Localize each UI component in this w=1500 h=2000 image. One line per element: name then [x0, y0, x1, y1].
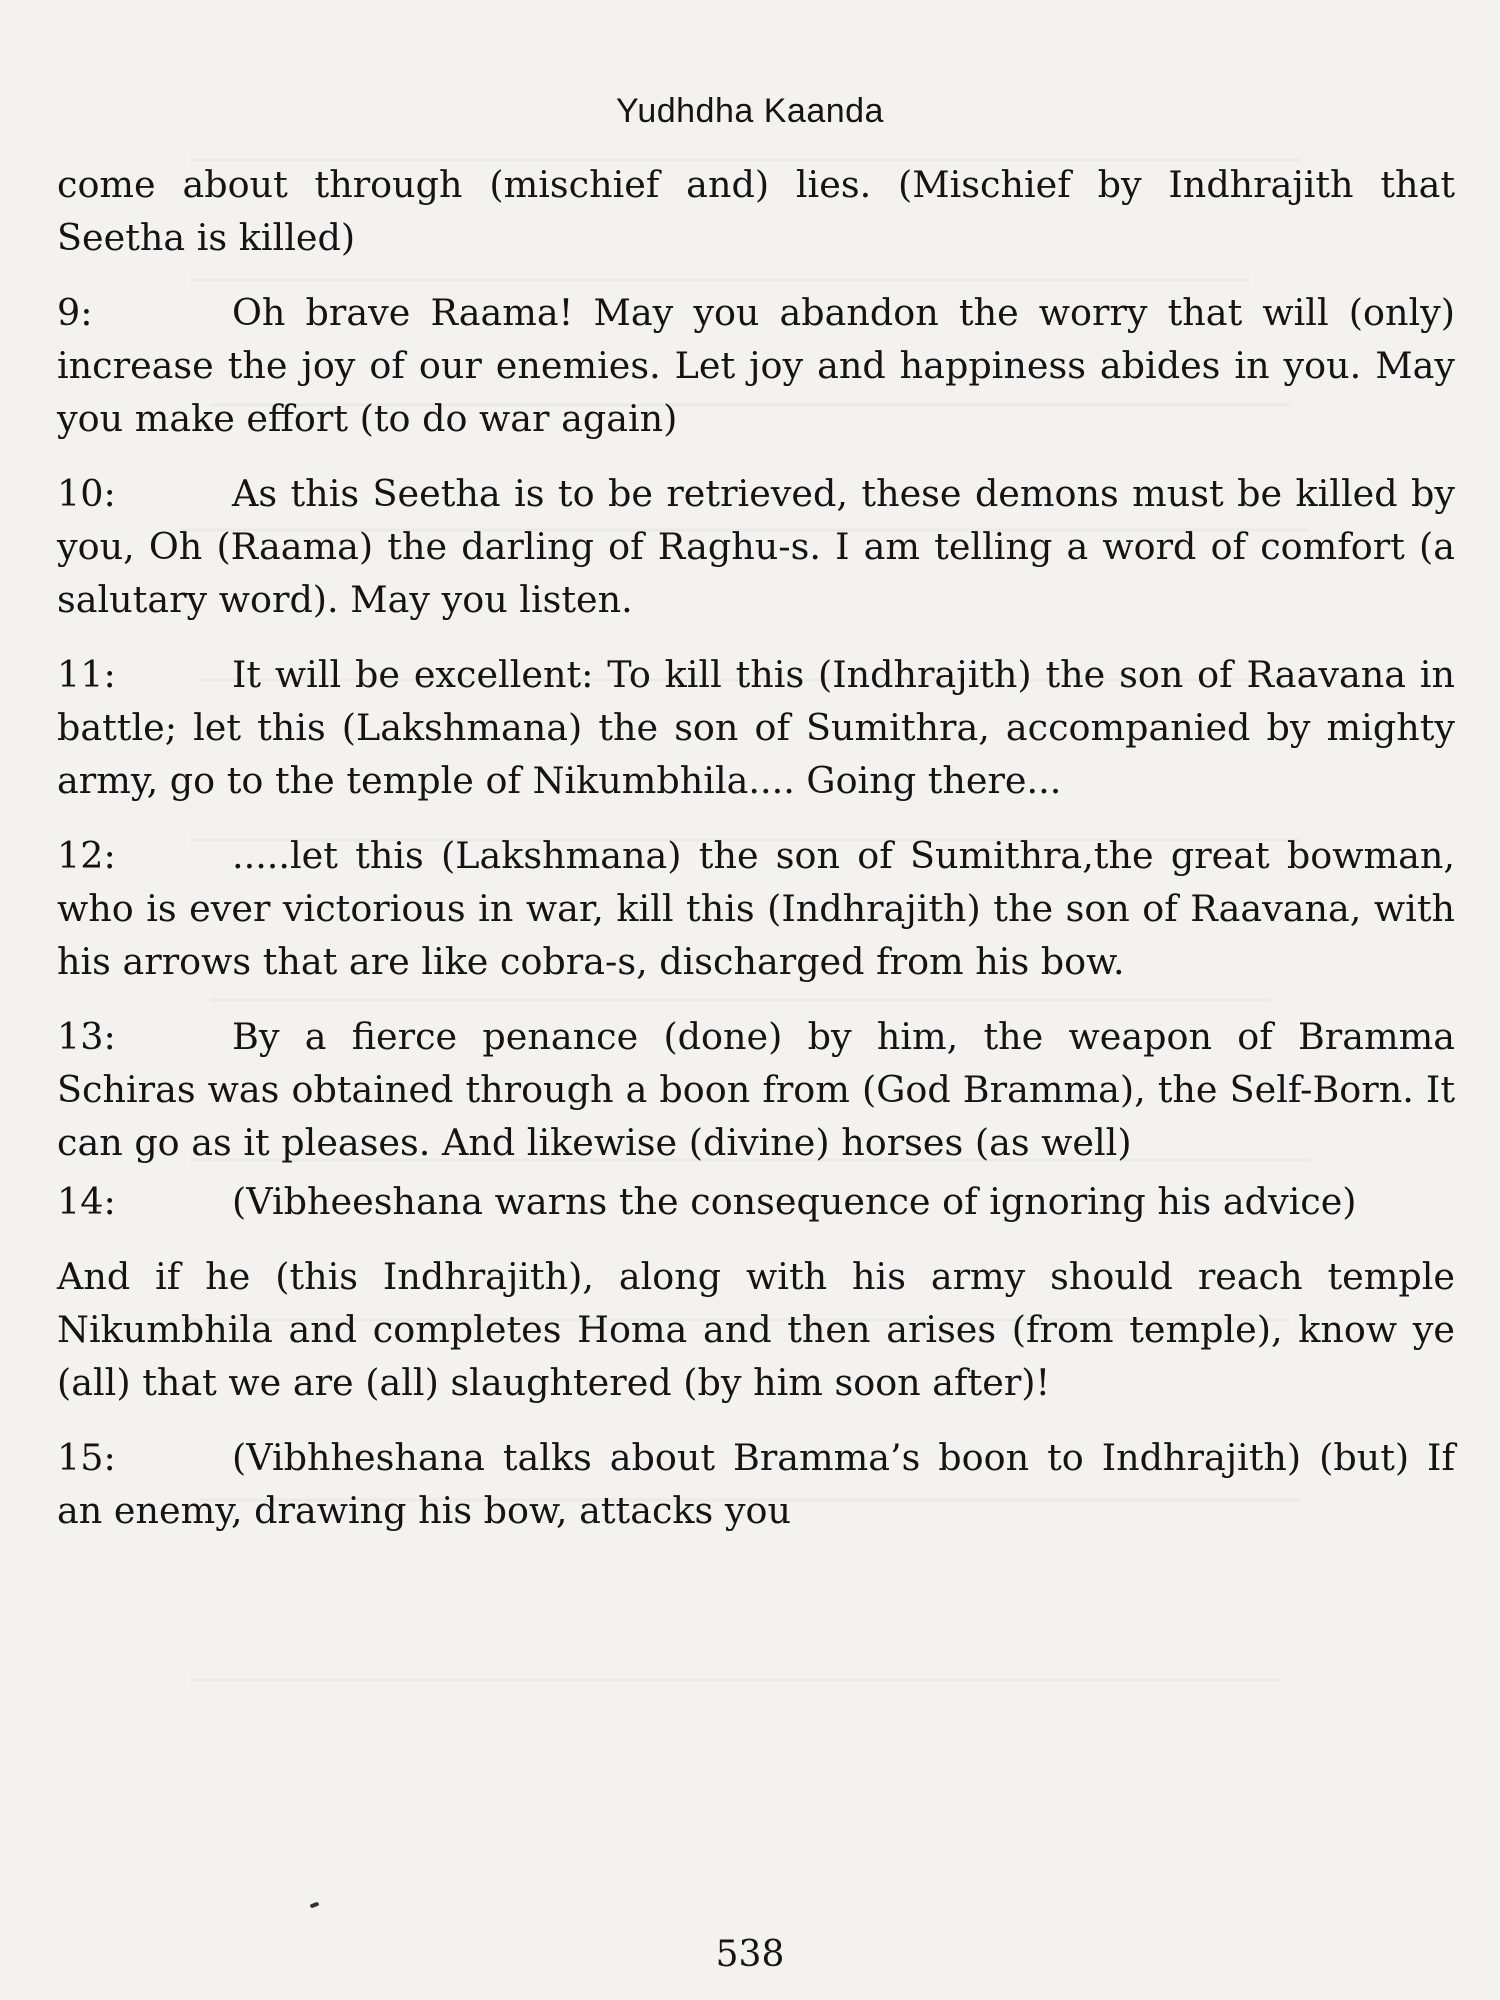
verse-11 — [57, 648, 1455, 807]
verse-13 — [57, 1010, 1455, 1169]
verse-10 — [57, 467, 1455, 626]
verse-number: 15: — [57, 1436, 116, 1479]
verse-14 — [57, 1175, 1455, 1228]
verse-text: .....let this (Lakshmana) the son of Sumithra,the great bowman, who is ever victorious in war, kill this (Indhrajith) the son of Raavana, with his arrows that are like cobra-s, discharged from his bow. — [57, 834, 1455, 983]
page-number: 538 — [715, 1934, 785, 1975]
verse-text: (Vibhheshana talks about Bramma’s boon to Indhrajith) (but) If an enemy, drawing his bow, attacks you — [57, 1436, 1455, 1532]
verse-number: 13: — [57, 1015, 116, 1058]
verse-15 — [57, 1431, 1455, 1537]
verse-text: Oh brave Raama! May you abandon the worry that will (only) increase the joy of our enemies. Let joy and happiness abides in you. May you make effort (to do war again) — [57, 291, 1455, 440]
body-text — [57, 158, 1455, 1559]
verse-text: (Vibheeshana warns the consequence of ignoring his advice) — [232, 1180, 1357, 1223]
verse-12 — [57, 829, 1455, 988]
verse-number: 11: — [57, 653, 116, 696]
verse-9 — [57, 286, 1455, 445]
verse-text: As this Seetha is to be retrieved, these demons must be killed by you, Oh (Raama) the darling of Raghu-s. I am telling a word of comfort (a salutary word). May you listen. — [57, 472, 1455, 621]
verse-number: 10: — [57, 472, 116, 515]
paragraph-continuation — [57, 158, 1455, 264]
verse-number: 12: — [57, 834, 116, 877]
paragraph-text: come about through (mischief and) lies. (Mischief by Indhrajith that Seetha is killed) — [57, 163, 1455, 259]
verse-number: 14: — [57, 1180, 116, 1223]
running-head: Yudhdha Kaanda — [616, 92, 884, 130]
verse-text: By a fierce penance (done) by him, the weapon of Bramma Schiras was obtained through a boon from (God Bramma), the Self-Born. It can go as it pleases. And likewise (divine) horses (as well) — [57, 1015, 1455, 1164]
verse-14-body — [57, 1250, 1455, 1409]
verse-number: 9: — [57, 291, 93, 334]
verse-text: It will be excellent: To kill this (Indhrajith) the son of Raavana in battle; let this (Lakshmana) the son of Sumithra, accompanied by mighty army, go to the temple of Nikumbhila.... Going there... — [57, 653, 1455, 802]
ink-speck — [310, 1902, 320, 1909]
paragraph-text: And if he (this Indhrajith), along with his army should reach temple Nikumbhila and completes Homa and then arises (from temple), know ye (all) that we are (all) slaughtered (by him soon after)! — [57, 1255, 1455, 1404]
